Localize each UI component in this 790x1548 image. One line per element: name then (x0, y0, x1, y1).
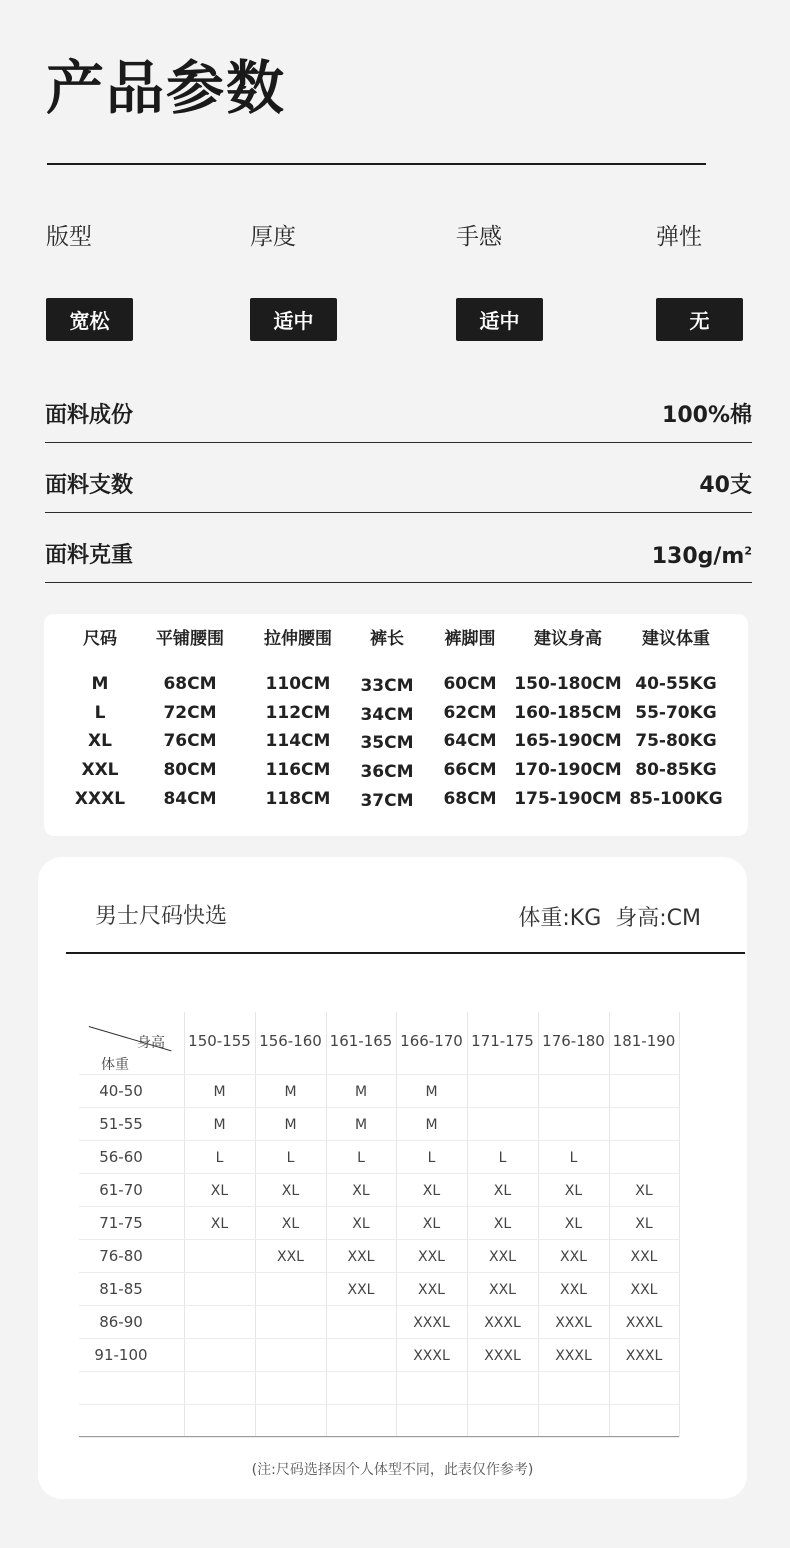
size-recommendation-cell: XL (422, 1183, 441, 1199)
size-recommendation-cell: L (357, 1150, 365, 1166)
height-range-header: 166-170 (400, 1032, 463, 1050)
quick-select-divider (66, 952, 745, 954)
attr-label-elasticity: 弹性 (656, 224, 702, 250)
size-recommendation-cell: M (213, 1084, 226, 1100)
spec-key: 面料成份 (45, 403, 134, 428)
corner-label-weight: 体重 (101, 1057, 129, 1073)
size-recommendation-cell: XXL (277, 1249, 304, 1265)
grid-line (79, 1206, 679, 1207)
size-table-cell: 37CM (360, 791, 414, 811)
size-table-cell: 80CM (163, 760, 217, 780)
size-table-cell: 85-100KG (629, 789, 723, 809)
size-recommendation-cell: L (215, 1150, 224, 1166)
size-table-cell: 64CM (443, 731, 497, 751)
size-table-cell: 72CM (163, 703, 217, 723)
grid-line (79, 1074, 679, 1075)
size-recommendation-cell: XXXL (625, 1315, 663, 1331)
weight-range-label: 61-70 (99, 1181, 143, 1199)
size-recommendation-cell: XXL (347, 1282, 375, 1298)
grid-line (79, 1404, 679, 1405)
size-recommendation-cell: XL (564, 1183, 583, 1199)
size-recommendation-cell: XL (422, 1216, 441, 1232)
quick-select-grid (79, 1012, 679, 1437)
grid-line (79, 1338, 679, 1339)
size-table-cell: 80-85KG (635, 760, 717, 780)
size-table-cell: 118CM (265, 789, 331, 809)
size-recommendation-cell: M (354, 1117, 368, 1133)
size-recommendation-cell: XXXL (555, 1348, 592, 1364)
size-table-cell: 35CM (360, 733, 414, 753)
size-table-cell: 170-190CM (514, 760, 622, 780)
size-recommendation-cell: XL (281, 1216, 300, 1232)
size-table-cell: 68CM (443, 789, 497, 809)
title-divider (47, 163, 706, 165)
size-table-header: 尺码 (83, 629, 117, 649)
height-range-header: 181-190 (612, 1032, 676, 1050)
size-table-cell: 150-180CM (514, 674, 622, 694)
size-recommendation-cell: M (213, 1117, 226, 1133)
size-recommendation-cell: L (569, 1150, 578, 1166)
spec-row-composition (45, 372, 752, 443)
size-recommendation-cell: XXL (630, 1282, 658, 1298)
spec-row-fabric-weight (45, 512, 752, 583)
spec-value: 40支 (699, 473, 752, 498)
quick-select-units: 体重:KG 身高:CM (518, 906, 701, 931)
size-recommendation-cell: XXL (630, 1249, 658, 1265)
size-recommendation-cell: XL (493, 1216, 512, 1232)
size-table-cell: XXXL (74, 789, 126, 809)
size-recommendation-cell: L (286, 1150, 295, 1166)
attr-label-fit: 版型 (46, 224, 92, 250)
grid-line (79, 1272, 679, 1273)
size-recommendation-cell: XL (635, 1216, 653, 1232)
size-recommendation-cell: XL (352, 1183, 370, 1199)
weight-range-label: 91-100 (94, 1346, 148, 1364)
size-recommendation-cell: XL (281, 1183, 300, 1199)
attr-tag-thickness: 适中 (250, 298, 337, 341)
quick-select-note: (注:尺码选择因个人体型不同，此表仅作参考) (251, 1462, 534, 1478)
weight-range-label: 56-60 (99, 1148, 143, 1166)
size-table-cell: 84CM (163, 789, 217, 809)
size-table-cell: 116CM (265, 760, 331, 780)
attr-tag-fit: 宽松 (46, 298, 133, 341)
size-recommendation-cell: XXXL (413, 1348, 450, 1364)
attr-label-thickness: 厚度 (250, 224, 296, 250)
size-recommendation-cell: XL (635, 1183, 653, 1199)
size-table-cell: 75-80KG (635, 731, 717, 751)
size-recommendation-cell: M (354, 1084, 368, 1100)
size-table-cell: 33CM (360, 676, 414, 696)
size-table-cell: XL (88, 731, 112, 751)
grid-line (79, 1239, 679, 1240)
weight-range-label: 71-75 (99, 1214, 143, 1232)
size-table-cell: 66CM (443, 760, 497, 780)
size-recommendation-cell: XXXL (555, 1315, 592, 1331)
size-recommendation-cell: XXL (489, 1282, 516, 1298)
size-table-cell: M (91, 674, 109, 694)
grid-line (79, 1437, 679, 1438)
size-recommendation-cell: XL (210, 1216, 229, 1232)
size-recommendation-cell: XXL (418, 1249, 445, 1265)
spec-row-yarn-count (45, 442, 752, 513)
size-table-cell: 36CM (360, 762, 414, 782)
attr-tag-feel: 适中 (456, 298, 543, 341)
quick-select-title: 男士尺码快选 (95, 904, 228, 929)
size-recommendation-cell: L (498, 1150, 507, 1166)
size-table-cell: 76CM (163, 731, 217, 751)
size-recommendation-cell: XL (210, 1183, 229, 1199)
height-range-header: 171-175 (471, 1032, 534, 1050)
size-recommendation-cell: XL (564, 1216, 583, 1232)
weight-range-label: 76-80 (99, 1247, 143, 1265)
weight-range-label: 40-50 (99, 1082, 143, 1100)
size-recommendation-cell: XXL (560, 1249, 587, 1265)
weight-range-label: 81-85 (99, 1280, 143, 1298)
spec-value-superscript: 2 (744, 544, 752, 558)
attr-label-feel: 手感 (456, 224, 502, 250)
size-recommendation-cell: XL (352, 1216, 370, 1232)
spec-key: 面料克重 (45, 543, 134, 568)
size-table-cell: 62CM (443, 703, 497, 723)
size-recommendation-cell: XXXL (484, 1348, 521, 1364)
size-table-cell: 34CM (360, 705, 414, 725)
size-table-cell: 112CM (265, 703, 331, 723)
weight-range-label: 86-90 (99, 1313, 143, 1331)
height-range-header: 176-180 (542, 1032, 605, 1050)
grid-line (79, 1371, 679, 1372)
grid-line (79, 1107, 679, 1108)
size-table-header: 拉伸腰围 (264, 629, 332, 649)
grid-line (79, 1140, 679, 1141)
size-recommendation-cell: M (284, 1084, 297, 1100)
size-recommendation-cell: M (425, 1084, 438, 1100)
size-table-header: 平铺腰围 (156, 629, 224, 649)
size-recommendation-cell: XXL (347, 1249, 375, 1265)
spec-value-text: 130g/m (651, 544, 745, 569)
size-table-header: 裤脚围 (444, 629, 496, 649)
size-table-cell: XXL (81, 760, 119, 780)
size-table-header: 裤长 (370, 629, 404, 649)
size-table-cell: 114CM (265, 731, 331, 751)
height-range-header: 156-160 (259, 1032, 322, 1050)
size-table-cell: 40-55KG (635, 674, 717, 694)
grid-line (79, 1305, 679, 1306)
size-recommendation-cell: XL (493, 1183, 512, 1199)
size-table-cell: 60CM (443, 674, 497, 694)
weight-range-label: 51-55 (99, 1115, 143, 1133)
size-table-cell: 175-190CM (514, 789, 622, 809)
size-recommendation-cell: M (425, 1117, 438, 1133)
size-table-cell: 160-185CM (514, 703, 622, 723)
size-table-cell: 55-70KG (635, 703, 717, 723)
size-recommendation-cell: XXXL (484, 1315, 521, 1331)
size-table-card (44, 614, 748, 836)
height-range-header: 161-165 (329, 1032, 393, 1050)
size-recommendation-cell: XXXL (413, 1315, 450, 1331)
quick-select-card (38, 857, 747, 1499)
attr-tag-elasticity: 无 (656, 298, 743, 341)
size-table-header: 建议体重 (642, 629, 710, 649)
page-title: 产品参数 (46, 54, 287, 122)
height-range-header: 150-155 (188, 1032, 251, 1050)
size-recommendation-cell: XXXL (625, 1348, 663, 1364)
size-recommendation-cell: M (284, 1117, 297, 1133)
spec-value: 100%棉 (662, 403, 752, 428)
size-recommendation-cell: XXL (560, 1282, 587, 1298)
size-table-cell: L (94, 703, 106, 723)
size-recommendation-cell: XXL (418, 1282, 445, 1298)
size-table-cell: 110CM (265, 674, 331, 694)
grid-bottom-line (79, 1436, 679, 1437)
spec-key: 面料支数 (45, 473, 134, 498)
size-recommendation-cell: L (427, 1150, 436, 1166)
corner-label-height: 身高 (137, 1035, 165, 1051)
size-table-cell: 68CM (163, 674, 217, 694)
size-recommendation-cell: XXL (489, 1249, 516, 1265)
size-table-header: 建议身高 (534, 629, 602, 649)
grid-line (79, 1173, 679, 1174)
spec-value (652, 544, 752, 569)
size-table-cell: 165-190CM (514, 731, 622, 751)
